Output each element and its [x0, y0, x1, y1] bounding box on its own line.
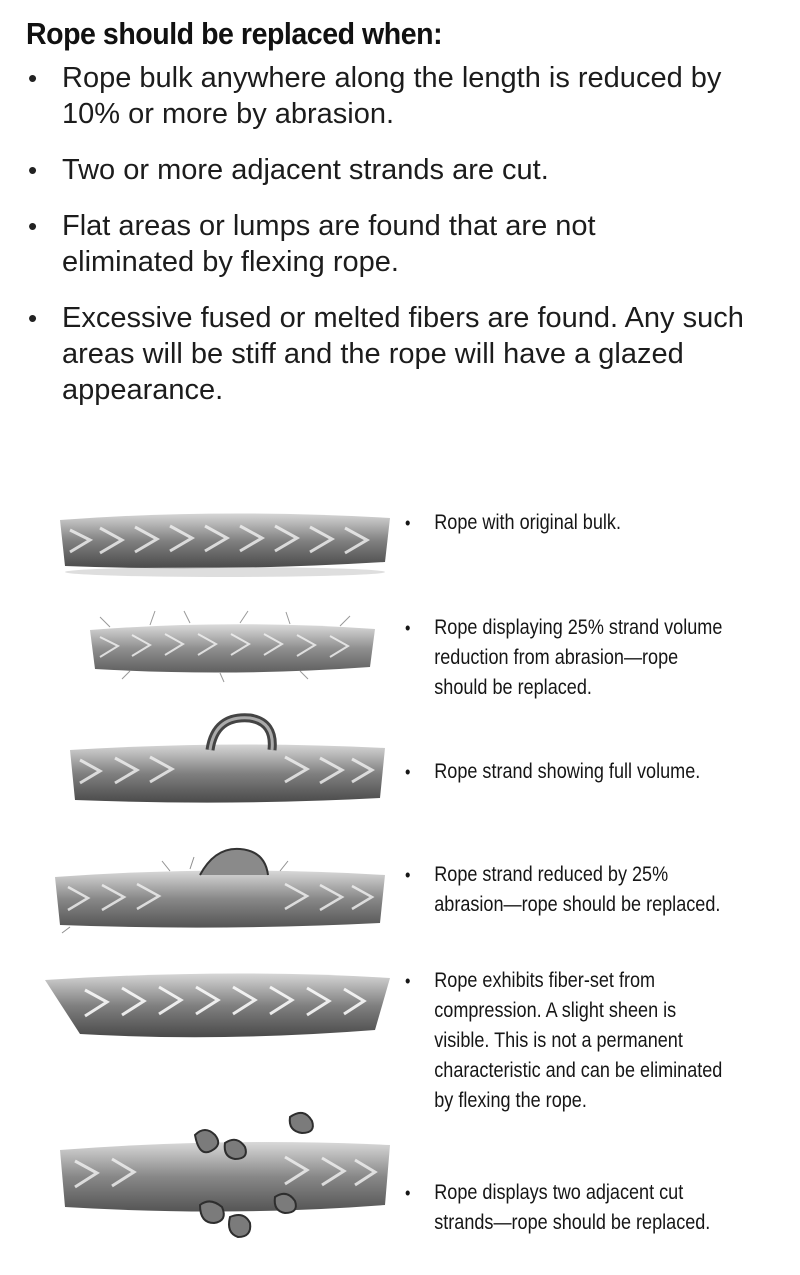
- bullet-icon: •: [405, 618, 411, 638]
- rope-illustration-full-volume-strand: [40, 710, 400, 810]
- rope-illustration-abraded: [40, 605, 400, 685]
- rope-illustration-original-bulk: [40, 500, 400, 580]
- criterion-item: • Flat areas or lumps are found that are not eliminated by flexing rope.: [26, 208, 682, 280]
- criterion-item: • Rope bulk anywhere along the length is reduced by 10% or more by abrasion.: [26, 60, 782, 132]
- caption-text: Rope displays two adjacent cut strands—rope should be replaced.: [434, 1181, 711, 1234]
- caption-text: Rope strand showing full volume.: [434, 760, 701, 783]
- caption-text: Rope exhibits fiber-set from compression. A slight sheen is visible. This is not a permanent characteristic and can be eliminated by flexing the rope.: [434, 969, 723, 1112]
- bullet-icon: •: [405, 865, 411, 885]
- bullet-icon: •: [405, 513, 411, 533]
- criterion-item: • Excessive fused or melted fibers are found. Any such areas will be stiff and the rope will have a glazed appearance.: [26, 300, 752, 408]
- replacement-criteria-list: [26, 60, 786, 428]
- rope-caption-reduced-strand: [405, 860, 723, 920]
- bullet-icon: •: [405, 762, 411, 782]
- rope-image: [40, 710, 400, 810]
- rope-caption-fiber-set: [405, 966, 723, 1116]
- caption-text: Rope displaying 25% strand volume reduction from abrasion—rope should be replaced.: [434, 616, 723, 699]
- rope-image: [40, 960, 400, 1050]
- rope-illustration-reduced-strand: [40, 835, 400, 935]
- rope-caption-abraded: [405, 613, 723, 703]
- caption-text: Rope strand reduced by 25% abrasion—rope should be replaced.: [434, 863, 721, 916]
- rope-illustration-cut-strands: [40, 1105, 400, 1255]
- bullet-icon: •: [405, 1183, 411, 1203]
- caption-text: Rope with original bulk.: [434, 511, 621, 534]
- rope-image: [40, 1105, 400, 1255]
- rope-illustration-fiber-set: [40, 960, 400, 1050]
- rope-caption-cut-strands: [405, 1178, 723, 1238]
- rope-image: [40, 835, 400, 935]
- bullet-icon: •: [405, 971, 411, 991]
- rope-image: [40, 500, 400, 580]
- page-heading: Rope should be replaced when:: [26, 16, 443, 51]
- rope-caption-original-bulk: [405, 508, 723, 538]
- criterion-item: • Two or more adjacent strands are cut.: [26, 152, 786, 188]
- rope-caption-full-volume: [405, 757, 723, 787]
- rope-image: [40, 605, 400, 685]
